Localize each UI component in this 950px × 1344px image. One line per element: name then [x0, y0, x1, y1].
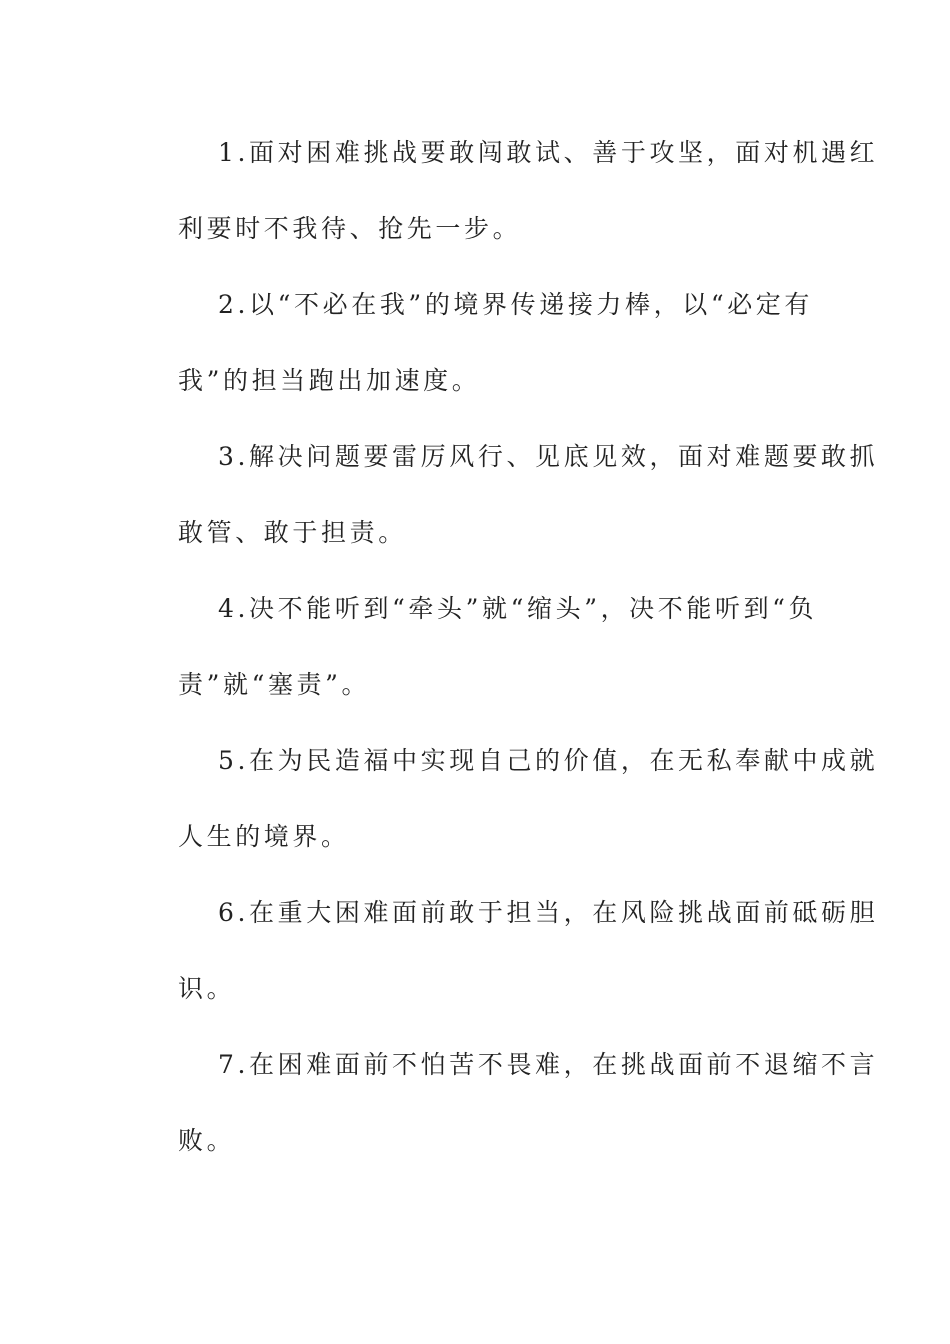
- item-line: 5.在为民造福中实现自己的价值，在无私奉献中成就: [218, 746, 879, 775]
- list-item: [178, 275, 813, 427]
- item-line-continuation: 责”就“塞责”。: [178, 670, 371, 699]
- list-item: [178, 883, 879, 1035]
- item-line: 2.以“不必在我”的境界传递接力棒，以“必定有: [218, 290, 813, 319]
- item-line-continuation: 人生的境界。: [178, 822, 350, 851]
- list-item: [178, 579, 818, 731]
- item-line-continuation: 我”的担当跑出加速度。: [178, 366, 481, 395]
- document-body: [178, 123, 879, 1187]
- item-line: 7.在困难面前不怕苦不畏难，在挑战面前不退缩不言: [218, 1050, 879, 1079]
- item-line-continuation: 敢管、敢于担责。: [178, 518, 407, 547]
- item-line-continuation: 识。: [178, 974, 236, 1003]
- list-item: [178, 1035, 879, 1187]
- list-item: [178, 731, 879, 883]
- list-item: [178, 427, 879, 579]
- item-line: 1.面对困难挑战要敢闯敢试、善于攻坚，面对机遇红: [218, 138, 879, 167]
- item-line: 4.决不能听到“牵头”就“缩头”，决不能听到“负: [218, 594, 818, 623]
- list-item: [178, 123, 879, 275]
- item-line: 6.在重大困难面前敢于担当，在风险挑战面前砥砺胆: [218, 898, 879, 927]
- item-line: 3.解决问题要雷厉风行、见底见效，面对难题要敢抓: [218, 442, 879, 471]
- item-line-continuation: 利要时不我待、抢先一步。: [178, 214, 522, 243]
- item-line-continuation: 败。: [178, 1126, 236, 1155]
